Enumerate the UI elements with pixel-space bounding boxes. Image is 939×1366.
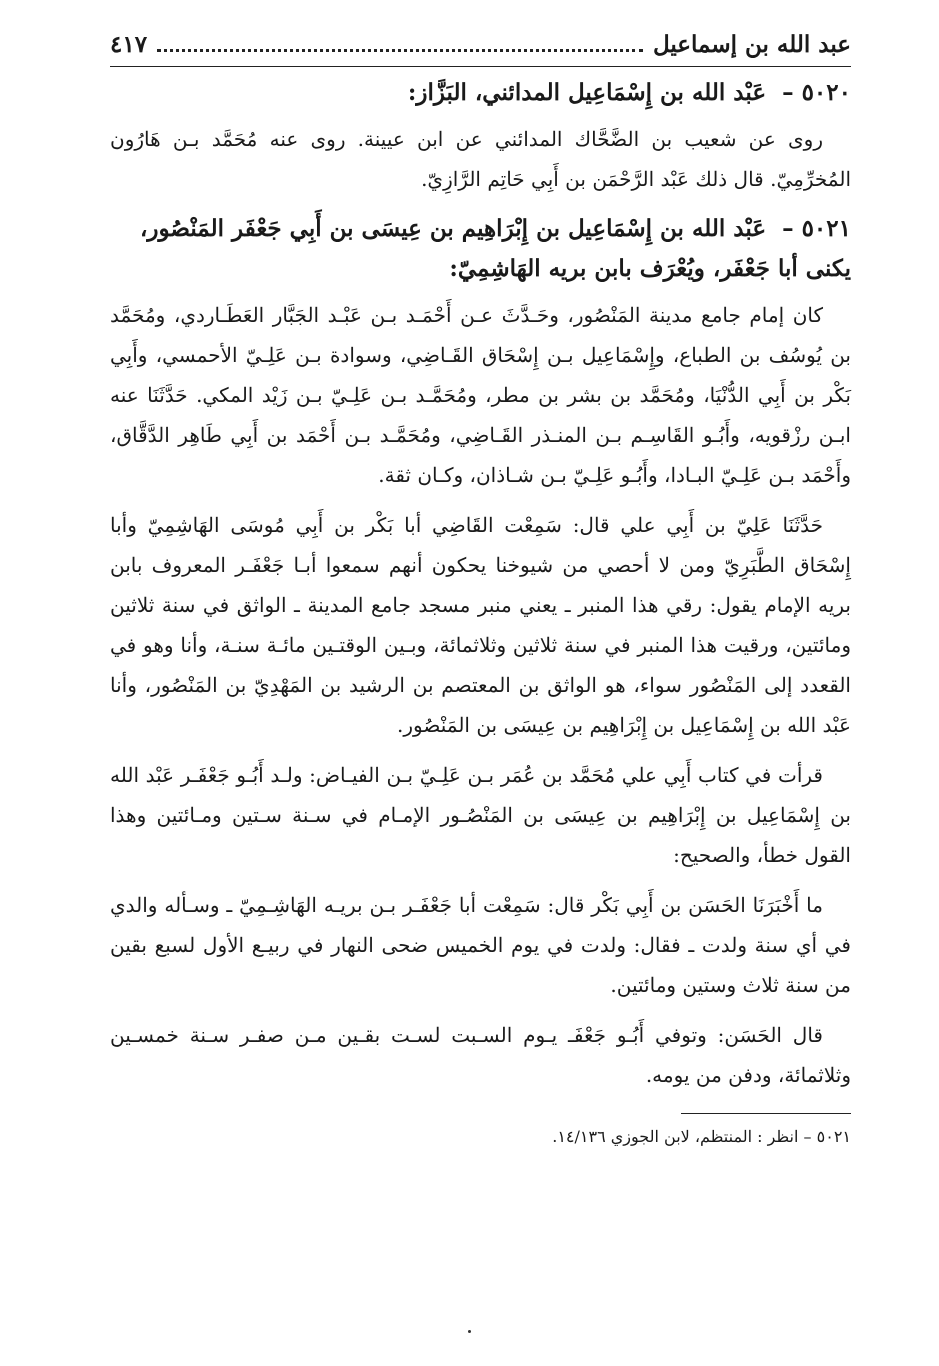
entry-number: ٥٠٢٠ –: [782, 79, 851, 106]
paragraph: كان إمام جامع مدينة المَنْصُور، وحَـدَّثَ عـن أَحْمَـد بـن عَبْـد الجَبَّار العَطَـاردي، ومُحَمَّد بن يُوسُف بن الطباع، وإِسْمَاعِيل بـن إِسْحَاق القَـاضِي، وسوادة بـن عَلِـيّ الأحمسي، وأَبِي بَكْر بن أَبِي الدُّنْيَا، ومُحَمَّد بن بشر بن مطر، ومُحَمَّـد بـن عَلِـيّ بـن زَيْد المكي. حَدَّثَنَا عنه ابـن رزْقويه، وأَبُـو القَاسِـم بـن المنـذر القَـاضِي، ومُحَمَّـد بـن أَحْمَد بن أَبِي طَاهِر الدَّقَّاق، وأَحْمَد بـن عَلِـيّ البـادا، وأَبُـو عَلِـيّ بـن شـاذان، وكـان ثقة.: [110, 303, 851, 487]
entry-name: عَبْد الله بن إِسْمَاعِيل بن إِبْرَاهِيم بن عِيسَى بن أَبِي جَعْفَر المَنْصُور، يكنى أبا جَعْفَر، ويُعْرَف بابن بريه الهَاشِمِيّ:: [140, 215, 851, 282]
paragraph: قال الحَسَن: وتوفي أَبُـو جَعْفَـ يـوم السـبت لسـت بقـين مـن صفـر سـنة خمسـين وثلاثمائة، ودفن من يومه.: [110, 1023, 851, 1087]
paragraph: حَدَّثَنَا عَلِيّ بن أَبِي علي قال: سَمِعْت القَاضِي أبا بَكْر بن أَبِي مُوسَى الهَاشِمِيّ وأبا إِسْحَاق الطَّبَرِيّ ومن لا أحصي من شيوخنا يحكون أنهم سمعوا أبـا جَعْفَـر المعروف بابن بريه الإمام يقول: رقي هذا المنبر ـ يعني منبر مسجد جامع المدينة ـ الواثق في سنة ثلاثين ومائتين، ورقيت هذا المنبر في سنة ثلاثين وثلاثمائة، وبـين الوقتـين مائـة سنـة، وأنا وهو في القعدد إلى المَنْصُور سواء، هو الواثق بن المعتصم بن الرشيد بن المَهْدِيّ بن المَنْصُور، وأنا عَبْد الله بن إِسْمَاعِيل بن إِبْرَاهِيم بن عِيسَى بن المَنْصُور.: [110, 513, 851, 737]
page-number: ٤١٧: [110, 31, 148, 58]
entry-heading-5020: [110, 73, 851, 113]
paragraph: روى عن شعيب بن الضَّحَّاك المدائني عن ابن عيينة. روى عنه مُحَمَّد بـن هَارُون المُخرِّمِيّ. قال ذلك عَبْد الرَّحْمَن بن أَبِي حَاتِم الرَّازِيّ.: [110, 127, 851, 191]
entry-heading-5021: [110, 209, 851, 289]
footnote-divider: [681, 1113, 851, 1114]
paragraph: ما أَخْبَرَنَا الحَسَن بن أَبِي بَكْر قال: سَمِعْت أبا جَعْفَـر بـن بريـه الهَاشِـمِيّ ـ وسـأله والدي في أي سنة ولدت ـ فقال: ولدت في يوم الخميس ضحى النهار في ربيـع الأول لسبع بقين من سنة ثلاث وستين ومائتين.: [110, 893, 851, 997]
running-header: [110, 30, 851, 67]
entry-name: عَبْد الله بن إِسْمَاعِيل المدائني، البَزَّاز:: [407, 79, 767, 106]
leader-dots: [157, 49, 643, 52]
entry-number: ٥٠٢١ –: [782, 215, 851, 242]
page-mark: [468, 1330, 471, 1333]
footnote: ٥٠٢١ – انظر : المنتظم، لابن الجوزي ١٤/١٣٦.: [552, 1127, 851, 1146]
paragraph: قرأت في كتاب أَبِي علي مُحَمَّد بن عُمَر بـن عَلِـيّ بـن الفيـاض: ولـد أَبُـو جَعْفَـر عَبْد الله بن إِسْمَاعِيل بن إِبْرَاهِيم بن عِيسَى بن المَنْصُـور الإمـام في سـنة سـتين ومـائتين وهذا القول خطأ، والصحيح:: [110, 763, 851, 867]
running-title: عبد الله بن إسماعيل: [652, 31, 851, 58]
